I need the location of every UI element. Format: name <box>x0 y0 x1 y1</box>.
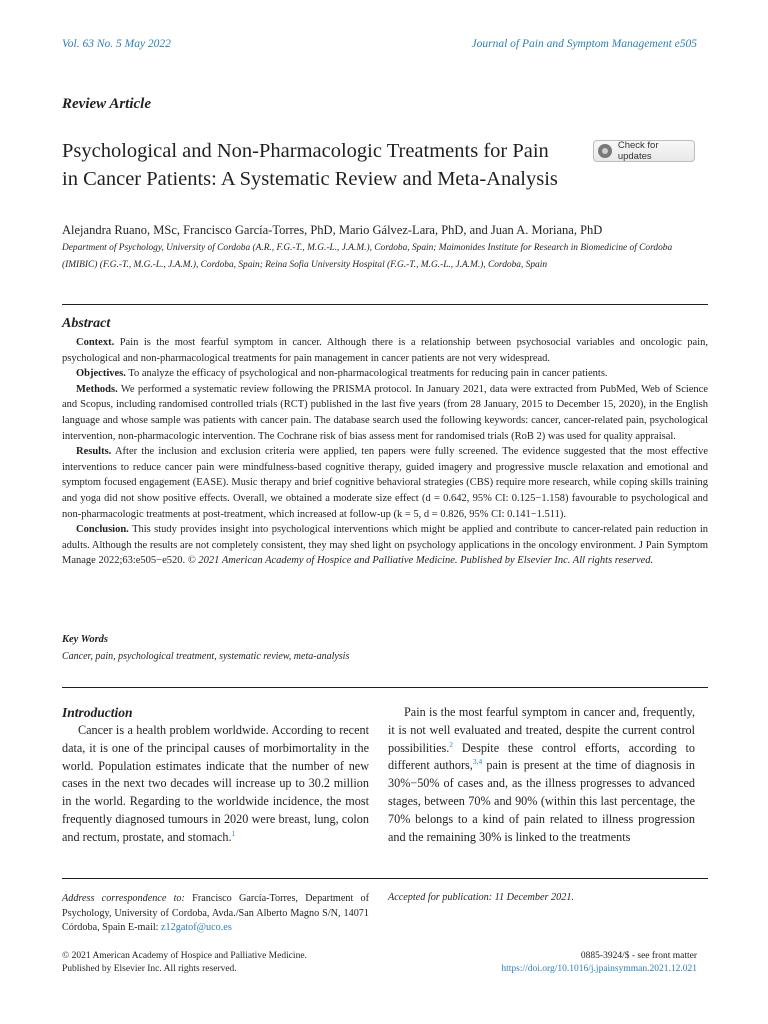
divider <box>62 878 708 879</box>
abstract-conclusion <box>62 522 708 569</box>
reference-link[interactable]: 1 <box>231 828 236 838</box>
email-link[interactable]: z12gatof@uco.es <box>161 922 232 934</box>
abstract-heading: Abstract <box>62 316 111 331</box>
intro-paragraph-2-part-3: pain is present at the time of diagnosis in 30%−50% of cases and, as the illness progresses to advanced stages, between 70% and 90% (within this last percentage, the 70% belongs to a kind of pain related to illness progression and the remaining 30% is linked to the treatments <box>388 758 695 844</box>
intro-paragraph-2-part-1: Pain is the most fearful symptom in cancer and, frequently, it is not well evaluated and treated, despite the current control possibilities. <box>388 705 695 755</box>
intro-paragraph-1: Cancer is a health problem worldwide. According to recent data, it is one of the principal causes of morbimortality in the world. Population estimates indicate that the number of new cases in the next two decades will increase up to 30.2 million in the world. Regarding to the worldwide incidence, the most frequently diagnosed tumours in 2020 were breast, lung, colon and rectum, prostate, and stomach. <box>62 723 369 844</box>
abstract-objectives <box>62 366 708 382</box>
correspondence-text: Francisco García-Torres, Department of Psychology, University of Cordoba, Avda./San Alberto Magno S/N, 14071 Córdoba, Spain E-mail: <box>62 893 369 934</box>
divider <box>62 304 708 305</box>
correspondence-footnote <box>62 892 369 936</box>
abstract-methods <box>62 382 708 444</box>
context-text: Pain is the most fearful symptom in cancer. Although there is a relationship between psychosocial variables and oncologic pain, psychological and non-pharmacological treatments for pain management in cancer patients are not very widespread. <box>62 337 709 364</box>
results-text: After the inclusion and exclusion criteria were applied, ten papers were fully screened. The evidence suggested that the most effective interventions to reduce cancer pain were mindfulness-based cognitive therapy, guided imagery and progressive muscle relaxation and emotional and symptom focused engagement (EASE). Music therapy and brief cognitive behavioral strategies (CBS) require more research, while coping skills training and yoga did not show positive effects. Overall, we obtained a moderate size effect (d = 0.642, 95% CI: 0.125−1.158) favourable to psychological and non-pharmacologic treatments at post-treatment, which increased at follow-up (k = 5, d = 0.826, 95% CI: 0.141−1.511). <box>62 446 708 520</box>
intro-paragraph-2-part-2: Despite these control efforts, according to different authors, <box>388 740 695 773</box>
abstract-results <box>62 444 708 522</box>
conclusion-text: This study provides insight into psychological interventions which might be applied and contribute to cancer-related pain reduction in adults. Although the results are not completely consistent, they may shed light on psychology applications in the oncology environment. <box>62 524 709 551</box>
article-title: Psychological and Non-Pharmacologic Treatments for Pain in Cancer Patients: A Systematic Review and Meta-Analysis <box>62 140 558 190</box>
citation: J Pain Symptom Manage 2022;63:e505−e520. <box>62 539 708 567</box>
conclusion-label: Conclusion. <box>76 524 129 536</box>
objectives-label: Objectives. <box>76 368 126 380</box>
introduction-heading: Introduction <box>62 705 133 720</box>
introduction-left-column <box>62 722 369 847</box>
running-header-volume: Vol. 63 No. 5 May 2022 <box>62 38 171 50</box>
crossmark-icon <box>598 144 612 158</box>
correspondence-label: Address correspondence to: <box>62 893 185 904</box>
check-for-updates-button[interactable] <box>593 140 695 162</box>
check-for-updates-label: Check for updates <box>617 140 659 162</box>
author-list: Alejandra Ruano, MSc, Francisco García-Torres, PhD, Mario Gálvez-Lara, PhD, and Juan A. Moriana, PhD <box>62 223 603 237</box>
objectives-text: To analyze the efficacy of psychological and non-pharmacological treatments for reducing pain in cancer patients. <box>128 368 608 380</box>
copyright-footer <box>62 950 307 976</box>
abstract-context <box>62 335 708 366</box>
accepted-date: Accepted for publication: 11 December 2021. <box>388 892 574 903</box>
copyright-line-2: Published by Elsevier Inc. All rights reserved. <box>62 964 237 974</box>
introduction-right-column <box>388 704 695 846</box>
issn: 0885-3924/$ - see front matter <box>580 951 697 961</box>
results-label: Results. <box>76 446 112 458</box>
methods-label: Methods. <box>76 383 118 395</box>
divider <box>62 687 708 688</box>
reference-link[interactable]: 3,4 <box>472 757 483 767</box>
running-header-journal: Journal of Pain and Symptom Management e505 <box>471 38 697 50</box>
affiliations: Department of Psychology, University of Cordoba (A.R., F.G.-T., M.G.-L., J.A.M.), Cordoba, Spain; Maimonides Institute for Research in Biomedicine of Cordoba (IMIBIC) (F.G.-T., M.G.-L., J.A.M.), Cordoba, Spain; Reina Sofia University Hospital (F.G.-T., M.G.-L., J.A.M.), Cordoba, Spain <box>62 243 673 270</box>
doi-link[interactable]: https://doi.org/10.1016/j.jpainsymman.2021.12.021 <box>501 964 697 974</box>
keywords-text: Cancer, pain, psychological treatment, systematic review, meta-analysis <box>62 651 350 662</box>
abstract-copyright: © 2021 American Academy of Hospice and Palliative Medicine. Published by Elsevier Inc. All rights reserved. <box>187 555 654 567</box>
copyright-line-1: © 2021 American Academy of Hospice and Palliative Medicine. <box>62 951 307 961</box>
reference-link[interactable]: 2 <box>449 739 454 749</box>
keywords-heading: Key Words <box>62 634 108 645</box>
abstract-body <box>62 335 708 569</box>
methods-text: We performed a systematic review following the PRISMA protocol. In January 2021, data were extracted from PubMed, Web of Science and Scopus, including randomised controlled trials (RCT) published in the last five years (from 28 January, 2015 to December 15, 2020), in the English language and whose sample was patients with cancer pain. The database search used the following keywords: cancer, cancer-related pain, psychological intervention, non-pharmacologic intervention. The Cochrane risk of bias assess ment for randomised trials (RoB 2) was used for quality appraisal. <box>62 383 709 442</box>
issn-footer <box>501 950 697 976</box>
article-type: Review Article <box>62 96 152 112</box>
context-label: Context. <box>76 337 115 348</box>
